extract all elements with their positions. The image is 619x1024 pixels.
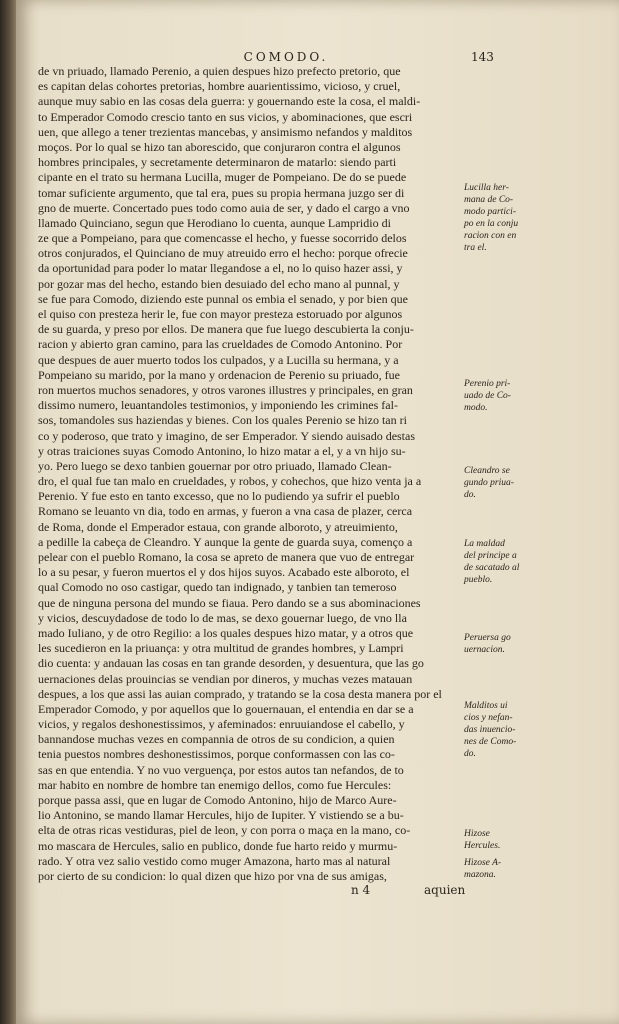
text-line: qual Comodo no oso castigar, quedo tan indignado, y tanbien tan temeroso: [38, 580, 397, 595]
text-line: Pompeiano su marido, por la mano y ordenacion de Perenio su priuado, fue: [38, 367, 400, 382]
margin-note-line: pueblo.: [464, 575, 493, 585]
text-line: de vn priuado, llamado Perenio, a quien despues hizo prefecto pretorio, que: [38, 64, 401, 78]
margin-note-line: tra el.: [464, 243, 487, 253]
text-line: aunque muy sabio en las cosas dela guerra: y gouernando este la cosa, el maldi-: [38, 94, 421, 109]
margin-note: [464, 182, 559, 254]
text-line: dro, el qual fue tan malo en crueldades, y robos, y cohechos, que hizo venta ja a: [38, 474, 422, 489]
catchword: aquien: [424, 883, 466, 897]
text-line: sas en que entendia. Y no vuo verguença, por estos autos tan nefandos, de to: [38, 762, 404, 777]
margin-note-line: La maldad: [464, 539, 505, 549]
text-line: y otras traiciones suyas Comodo Antonino, lo hizo matar a el, y a vn hijo su-: [38, 443, 406, 458]
text-line: lo a su pesar, y fueron muertos el y dos hijos suyos. Acabado este alboroto, el: [38, 565, 410, 580]
text-line: Perenio. Y fue esto en tanto excesso, que no lo pudiendo ya sufrir el pueblo: [38, 489, 400, 504]
margin-note-line: uernacion.: [464, 645, 505, 655]
text-line: otros conjurados, el Quinciano de muy atreuido erro el hecho: porque ofrecie: [38, 246, 408, 261]
text-line: mo mascara de Hercules, salio en publico, donde fue harto reido y murmu-: [38, 838, 398, 853]
text-line: es capitan delas cohortes pretorias, hombre auarientissimo, vicioso, y cruel,: [38, 79, 401, 94]
margin-note-line: po en la conju: [464, 219, 519, 229]
margin-note: [464, 632, 559, 656]
text-line: de Roma, donde el Emperador estaua, con grande alboroto, y atreuimiento,: [38, 519, 398, 534]
text-line: llamado Quinciano, segun que Herodiano lo cuenta, aunque Lampridio di: [38, 215, 391, 230]
text-line: mar habito en nombre de hombre tan enemigo dellos, como fue Hercules:: [38, 777, 392, 792]
page-number: 143: [471, 50, 494, 64]
margin-note-line: del principe a: [464, 551, 517, 561]
margin-note-line: modo.: [464, 403, 488, 413]
text-line: bannandose muchas vezes en compannia de otros de su condicion, a quien: [38, 732, 395, 747]
margin-note-line: mazona.: [464, 870, 496, 880]
margin-note-line: Perenio pri-: [464, 379, 511, 389]
margin-note-line: do.: [464, 490, 476, 500]
signature-mark: n 4: [351, 883, 371, 897]
margin-note: [464, 700, 559, 760]
margin-note-line: Cleandro se: [464, 466, 510, 476]
margin-note-line: Hercules.: [464, 841, 501, 851]
text-line: a pedille la cabeça de Cleandro. Y aunque la gente de guarda suya, començo a: [38, 534, 413, 549]
margin-note: [464, 857, 559, 881]
margin-note-line: mana de Co-: [464, 195, 514, 205]
text-line: les sucedieron en la priuança: y otra multitud de grandes hombres, y Lampri: [38, 641, 404, 656]
margin-note-line: gundo priua-: [464, 478, 514, 488]
text-line: por gozar mas del hecho, estando bien desuiado del echo mano al punnal, y: [38, 276, 400, 291]
running-head: COMODO.: [243, 50, 329, 64]
margin-note-line: racion con en: [464, 231, 517, 241]
text-line: racion y abierto gran camino, para las crueldades de Comodo Antonino. Por: [38, 337, 403, 352]
margin-note-line: Lucilla her-: [464, 183, 509, 193]
margin-note-line: Hizose: [464, 829, 490, 839]
text-line: lio Antonino, se mando llamar Hercules, hijo de Iupiter. Y vistiendo se a bu-: [38, 808, 404, 823]
margin-note: [464, 378, 559, 414]
text-line: ron muertos muchos senadores, y otros varones illustres y principales, en gran: [38, 382, 413, 397]
margin-note-line: Malditos ui: [464, 701, 508, 711]
text-line: to Emperador Comodo crescio tanto en sus vicios, y abominaciones, que escri: [38, 109, 413, 124]
margin-notes: [464, 0, 564, 1024]
text-line: co y poderoso, que trato y imagino, de ser Emperador. Y siendo auisado destas: [38, 428, 416, 443]
text-line: que despues de auer muerto todos los culpados, y a Lucilla su hermana, y a: [38, 352, 399, 367]
text-line: uernaciones delas prouincias se vendian por dineros, y muchas vezes matauan: [38, 671, 413, 686]
text-line: dissimo numero, leuantandoles testimonios, y imponiendo les crimines fal-: [38, 398, 398, 413]
text-line: y vicios, descuydadose de todo lo de mas, se dexo gouernar luego, de vno lla: [38, 610, 407, 625]
margin-note-line: de sacatado al: [464, 563, 520, 573]
text-line: Emperador Comodo, y por aquellos que lo gouernauan, el entendia en dar se a: [38, 701, 414, 716]
margin-note: [464, 465, 559, 501]
text-line: tenia puestos nombres deshonestissimos, porque conformassen con las co-: [38, 747, 395, 762]
text-line: por cierto de su condicion: lo qual dizen que hizo por vna de sus amigas,: [38, 868, 387, 883]
text-line: tomar suficiente argumento, que tal era, pues su propia hermana juzgo ser di: [38, 185, 405, 200]
text-line: pelear con el pueblo Romano, la cosa se apreto de manera que vuo de entregar: [38, 550, 415, 564]
margin-note: [464, 828, 559, 852]
text-line: cipante en el trato su hermana Lucilla, muger de Pompeiano. De do se puede: [38, 170, 407, 185]
text-line: porque passa assi, que en lugar de Comodo Antonino, hijo de Marco Aure-: [38, 793, 397, 807]
text-line: da oportunidad para poder lo matar llegandose a el, no lo quiso hazer assi, y: [38, 261, 403, 276]
text-line: despues, a los que assi las auian comprado, y tratando se la cosa desta manera por el: [38, 686, 442, 701]
text-line: elta de otras ricas vestiduras, piel de leon, y con porra o maça en la mano, co-: [38, 823, 411, 838]
margin-note-line: nes de Como-: [464, 737, 517, 747]
text-line: de su guarda, y preso por ellos. De manera que fue luego descubierta la conju-: [38, 322, 414, 337]
margin-note-line: Peruersa go: [464, 633, 511, 643]
text-line: ze que a Pompeiano, para que comencasse el hecho, y fuesse socorrido delos: [38, 231, 407, 246]
text-line: yo. Pero luego se dexo tanbien gouernar por otro priuado, llamado Clean-: [38, 458, 392, 473]
text-line: uen, que allego a tener trezientas mancebas, y ansimismo nefandos y malditos: [38, 124, 413, 139]
text-line: hombres principales, y secretamente determinaron de matarlo: siendo parti: [38, 155, 397, 170]
margin-note-line: uado de Co-: [464, 391, 511, 401]
text-line: sos, tomandoles sus haziendas y bienes. Con los quales Perenio se hizo tan ri: [38, 413, 407, 428]
margin-note-line: Hizose A-: [464, 858, 502, 868]
book-spine: [0, 0, 16, 1024]
text-line: moços. Por lo qual se hizo tan aborescido, que conjuraron contra el algunos: [38, 139, 401, 154]
text-line: que de ninguna persona del mundo se fiaua. Pero dando se a sus abominaciones: [38, 595, 421, 610]
text-line: rado. Y otra vez salio vestido como muger Amazona, harto mas al natural: [38, 853, 391, 868]
page-footer: [16, 883, 619, 901]
text-line: el quiso con presteza herir le, fue con mayor presteza estoruado por algunos: [38, 307, 403, 321]
margin-note-line: do.: [464, 749, 476, 759]
text-line: vicios, y regalos deshonestissimos, y afeminados: enruuiandose el cabello, y: [38, 717, 405, 732]
margin-note: [464, 538, 559, 586]
text-line: se fue para Comodo, diziendo este punnal os embia el senado, y por bien que: [38, 291, 408, 306]
text-line: gno de muerte. Concertado pues todo como auia de ser, y dado el cargo a vno: [38, 200, 410, 215]
book-page: [16, 0, 619, 1024]
margin-note-line: modo partici-: [464, 207, 516, 217]
text-line: mado Iuliano, y de otro Regilio: a los quales despues hizo matar, y a otros que: [38, 625, 414, 640]
body-text: [38, 64, 478, 883]
margin-note-line: cios y nefan-: [464, 713, 513, 723]
margin-note-line: das inuencio-: [464, 725, 516, 735]
text-line: dio cuenta: y andauan las cosas en tan grande desorden, y desuentura, que las go: [38, 656, 424, 671]
text-line: Romano se leuanto vn dia, todo en armas, y fueron a vna casa de plazer, cerca: [38, 504, 413, 519]
